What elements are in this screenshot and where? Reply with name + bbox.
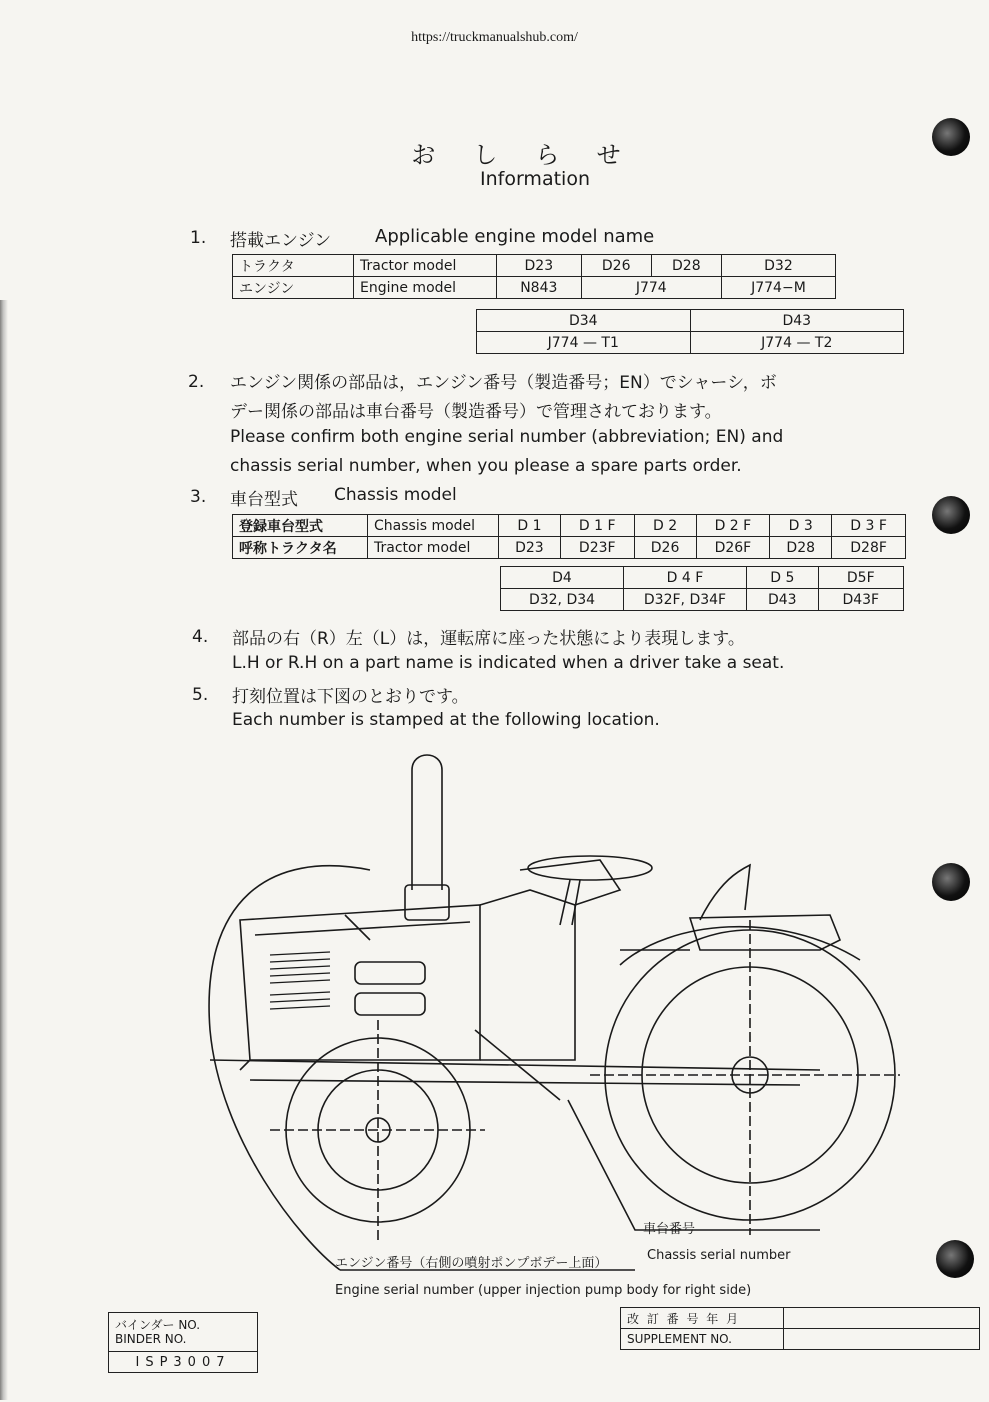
table-cell: D23F bbox=[560, 537, 634, 559]
section-4-number: 4. bbox=[192, 627, 209, 647]
page-title-jp: おしらせ bbox=[411, 141, 659, 169]
chassis-table-a bbox=[232, 514, 906, 559]
table-cell: D28 bbox=[770, 537, 832, 559]
row-label-jp: 呼称トラクタ名 bbox=[233, 537, 368, 559]
table-row bbox=[501, 589, 904, 611]
table-cell: D32F, D34F bbox=[624, 589, 747, 611]
table-cell: J774−M bbox=[721, 277, 835, 299]
section-2-jp-line2: デー関係の部品は車台番号（製造番号）で管理されております。 bbox=[230, 402, 722, 422]
table-row bbox=[621, 1329, 980, 1350]
source-url: https://truckmanualshub.com/ bbox=[411, 30, 578, 45]
engine-table-b bbox=[476, 309, 904, 354]
table-row bbox=[233, 537, 906, 559]
punch-hole bbox=[936, 1240, 974, 1278]
table-row bbox=[233, 277, 836, 299]
section-2-en-line2: chassis serial number, when you please a spare parts order. bbox=[230, 456, 742, 476]
table-cell: D32, D34 bbox=[501, 589, 624, 611]
table-row bbox=[233, 255, 836, 277]
engine-label-jp: エンジン番号（右側の噴射ポンプボデー上面） bbox=[335, 1256, 608, 1271]
table-cell: D23 bbox=[497, 255, 582, 277]
section-5-en: Each number is stamped at the following location. bbox=[232, 710, 660, 730]
table-cell: D 2 F bbox=[696, 515, 770, 537]
table-cell: D28 bbox=[651, 255, 721, 277]
tractor-illustration bbox=[180, 740, 900, 1300]
table-cell: N843 bbox=[497, 277, 582, 299]
section-2-jp-line1: エンジン関係の部品は，エンジン番号（製造番号；EN）でシャーシ，ボ bbox=[230, 373, 777, 393]
section-1-heading-jp: 搭載エンジン bbox=[230, 231, 332, 251]
binder-edge-shadow bbox=[0, 300, 8, 1400]
section-2-en-line1: Please confirm both engine serial number (abbreviation; EN) and bbox=[230, 427, 784, 447]
table-cell: D23 bbox=[499, 537, 561, 559]
binder-label-jp: バインダー NO. bbox=[115, 1318, 201, 1332]
chassis-label-en: Chassis serial number bbox=[647, 1248, 791, 1263]
row-label-jp: エンジン bbox=[233, 277, 354, 299]
supplement-label-en: SUPPLEMENT NO. bbox=[621, 1329, 784, 1350]
table-cell: D34 bbox=[477, 310, 691, 332]
chassis-label-jp: 車台番号 bbox=[643, 1222, 696, 1237]
supplement-value-cell bbox=[784, 1308, 980, 1329]
table-cell: J774 — T1 bbox=[477, 332, 691, 354]
table-row bbox=[109, 1352, 258, 1373]
page-title-en: Information bbox=[480, 168, 590, 190]
row-label-en: Tractor model bbox=[354, 255, 497, 277]
engine-table-a bbox=[232, 254, 836, 299]
supplement-box bbox=[620, 1307, 980, 1350]
section-3-heading-jp: 車台型式 bbox=[230, 490, 298, 510]
table-cell: D26 bbox=[634, 537, 696, 559]
binder-label-en: BINDER NO. bbox=[115, 1332, 187, 1346]
table-cell: D28F bbox=[832, 537, 906, 559]
table-cell: D32 bbox=[721, 255, 835, 277]
table-cell: D4 bbox=[501, 567, 624, 589]
section-5-jp: 打刻位置は下図のとおりです。 bbox=[232, 687, 469, 707]
section-1-heading-en: Applicable engine model name bbox=[375, 226, 655, 247]
section-4-en: L.H or R.H on a part name is indicated when a driver take a seat. bbox=[232, 653, 785, 673]
table-cell: D43 bbox=[747, 589, 819, 611]
table-cell: J774 bbox=[581, 277, 721, 299]
table-row bbox=[621, 1308, 980, 1329]
section-4-jp: 部品の右（R）左（L）は，運転席に座った状態により表現します。 bbox=[232, 629, 745, 649]
table-cell: D43F bbox=[818, 589, 903, 611]
binder-number-box bbox=[108, 1312, 258, 1373]
punch-hole bbox=[932, 863, 970, 901]
punch-hole bbox=[932, 496, 970, 534]
table-cell: J774 — T2 bbox=[690, 332, 904, 354]
table-row bbox=[109, 1313, 258, 1352]
table-cell: D 4 F bbox=[624, 567, 747, 589]
table-cell: D5F bbox=[818, 567, 903, 589]
table-row bbox=[233, 515, 906, 537]
table-cell: D 3 bbox=[770, 515, 832, 537]
row-label-jp: 登録車台型式 bbox=[233, 515, 368, 537]
table-cell: D26F bbox=[696, 537, 770, 559]
section-2-number: 2. bbox=[188, 372, 205, 392]
section-3-number: 3. bbox=[190, 487, 207, 507]
row-label-en: Chassis model bbox=[368, 515, 499, 537]
table-cell: D 5 bbox=[747, 567, 819, 589]
section-5-number: 5. bbox=[192, 685, 209, 705]
table-row bbox=[477, 310, 904, 332]
table-row bbox=[501, 567, 904, 589]
binder-label bbox=[109, 1313, 258, 1352]
table-row bbox=[477, 332, 904, 354]
table-cell: D 1 F bbox=[560, 515, 634, 537]
row-label-en: Tractor model bbox=[368, 537, 499, 559]
supplement-value-cell bbox=[784, 1329, 980, 1350]
supplement-label-jp: 改 訂 番 号 年 月 bbox=[621, 1308, 784, 1329]
table-cell: D43 bbox=[690, 310, 904, 332]
chassis-table-b bbox=[500, 566, 904, 611]
table-cell: D26 bbox=[581, 255, 651, 277]
binder-number: ISP3007 bbox=[109, 1352, 258, 1373]
section-3-heading-en: Chassis model bbox=[334, 485, 457, 505]
engine-label-en: Engine serial number (upper injection pump body for right side) bbox=[335, 1283, 752, 1298]
section-1-number: 1. bbox=[190, 228, 207, 248]
table-cell: D 1 bbox=[499, 515, 561, 537]
table-cell: D 2 bbox=[634, 515, 696, 537]
table-cell: D 3 F bbox=[832, 515, 906, 537]
row-label-en: Engine model bbox=[354, 277, 497, 299]
row-label-jp: トラクタ bbox=[233, 255, 354, 277]
